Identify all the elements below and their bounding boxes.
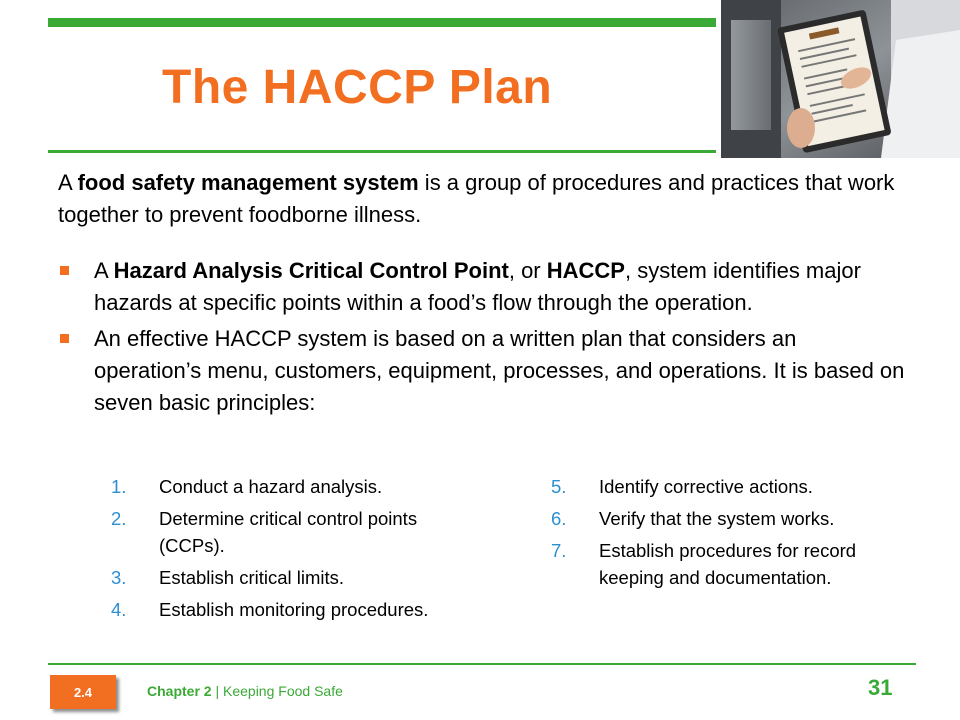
footer-separator: | — [211, 683, 223, 699]
intro-text-1: A — [58, 170, 78, 195]
principle-text: Establish procedures for record keeping and documentation. — [599, 540, 857, 588]
principle-text: Establish monitoring procedures. — [159, 599, 429, 620]
principle-item — [111, 596, 456, 623]
principle-number: 5. — [551, 476, 567, 497]
section-badge: 2.4 — [50, 675, 116, 709]
principle-text: Identify corrective actions. — [599, 476, 813, 497]
top-accent-bar — [48, 18, 716, 27]
bullet-item — [58, 323, 908, 419]
bullet-1-term-1: Hazard Analysis Critical Control Point — [113, 258, 509, 283]
bullet-item — [58, 255, 908, 319]
principle-item — [111, 564, 456, 591]
principles-list-right — [551, 473, 896, 596]
principle-text: Conduct a hazard analysis. — [159, 476, 383, 497]
principle-number: 4. — [111, 599, 127, 620]
principles-list-left — [111, 473, 456, 628]
bullet-1-text-2: , or — [508, 258, 547, 283]
principle-text: Determine critical control points (CCPs). — [159, 508, 418, 556]
principle-number: 1. — [111, 476, 127, 497]
principle-number: 7. — [551, 540, 567, 561]
intro-paragraph — [58, 167, 918, 231]
intro-text-2: is a group of procedures and practices that work together to prevent foodborne illness. — [58, 170, 895, 227]
bullet-list — [58, 255, 908, 423]
principle-number: 3. — [111, 567, 127, 588]
page-number: 31 — [868, 675, 893, 700]
footer-divider — [48, 663, 916, 665]
bullet-square-icon — [60, 334, 69, 343]
slide-title: The HACCP Plan — [162, 61, 553, 114]
principle-number: 2. — [111, 508, 127, 529]
footer-chapter — [147, 683, 343, 699]
bullet-2-text: An effective HACCP system is based on a written plan that considers an operation’s menu, customers, equipment, processes, and operations. It is based on seven basic principles: — [94, 326, 905, 415]
bullet-1-text-1: A — [94, 258, 114, 283]
principle-item — [551, 537, 896, 591]
title-divider — [48, 150, 716, 153]
principle-text: Establish critical limits. — [159, 567, 345, 588]
intro-term: food safety management system — [77, 170, 419, 195]
principle-item — [111, 473, 456, 500]
chapter-label: Chapter 2 — [147, 683, 212, 699]
principle-item — [551, 505, 896, 532]
photo-illustration — [721, 0, 960, 158]
bullet-1-term-2: HACCP — [546, 258, 625, 283]
bullet-1-text-3: , system identifies major hazards at specific points within a food’s flow through the operation. — [94, 258, 861, 315]
chapter-title: Keeping Food Safe — [223, 683, 343, 699]
principle-item — [111, 505, 456, 559]
bullet-square-icon — [60, 266, 69, 275]
principle-number: 6. — [551, 508, 567, 529]
principle-text: Verify that the system works. — [599, 508, 835, 529]
chef-menu-photo — [721, 0, 960, 158]
principle-item — [551, 473, 896, 500]
